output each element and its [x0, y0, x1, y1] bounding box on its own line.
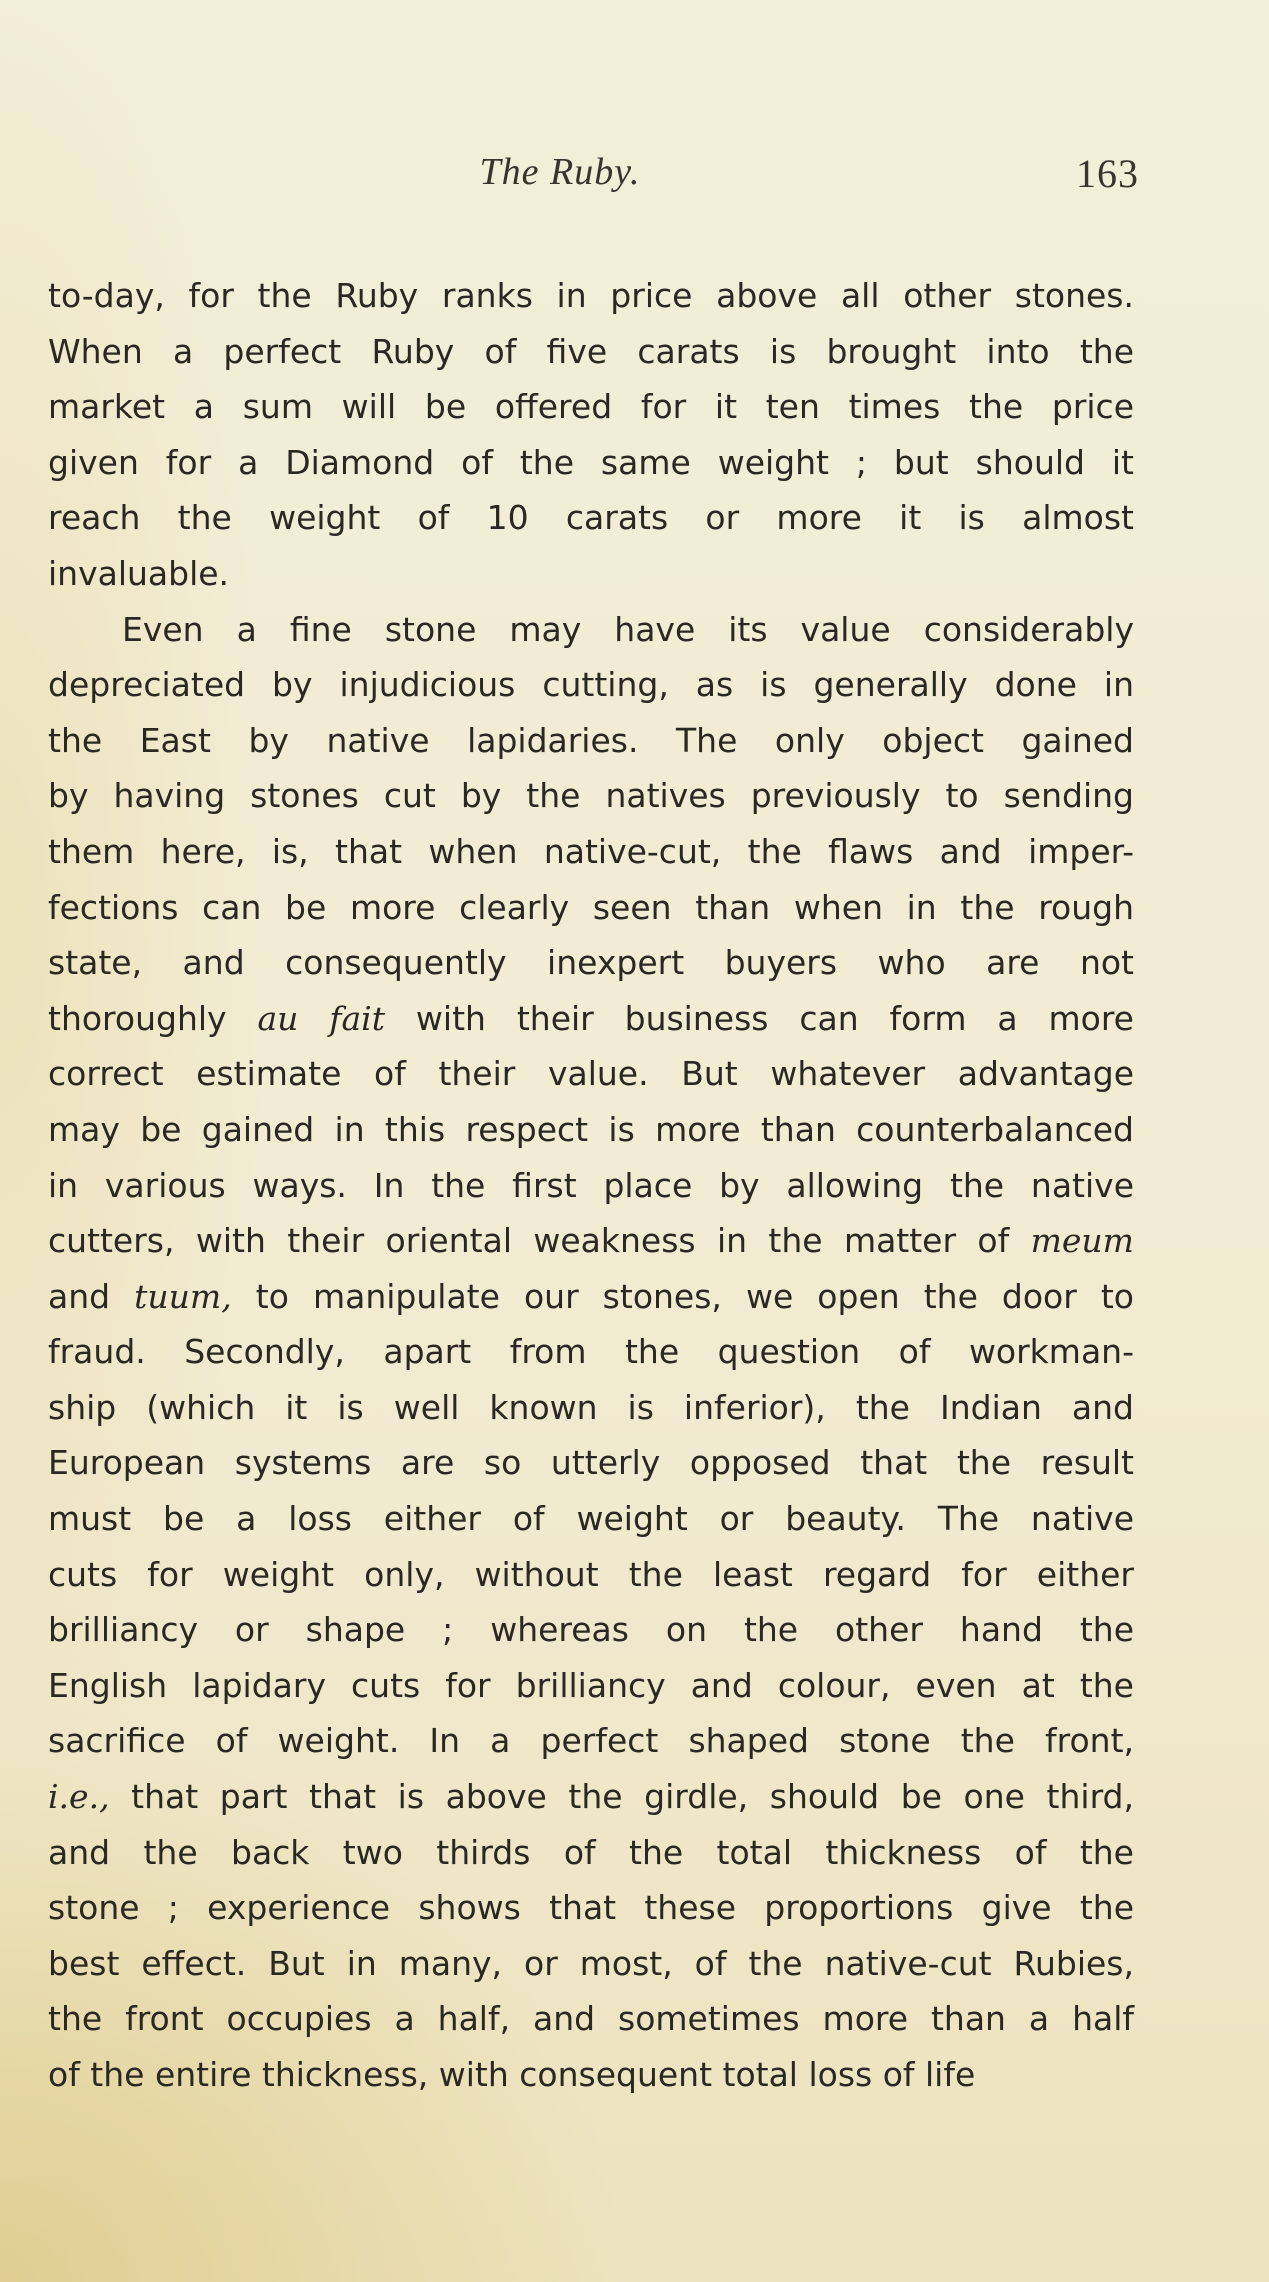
text-line: invaluable. [48, 553, 230, 593]
text-line: depreciated by injudicious cutting, as is generally done in [48, 665, 1134, 705]
text-fragment: and [48, 1276, 111, 1316]
running-head [0, 150, 1269, 210]
text-line [48, 991, 1134, 1047]
italic-phrase: meum [1030, 1221, 1134, 1261]
text-line: cuts for weight only, without the least regard for either [48, 1554, 1134, 1594]
text-line: fraud. Secondly, apart from the question of workman- [48, 1332, 1134, 1372]
text-fragment: cutters, with their oriental weakness in the matter of [48, 1221, 1010, 1261]
text-line: in various ways. In the first place by allowing the native [48, 1165, 1134, 1205]
text-line: must be a loss either of weight or beauty. The native [48, 1499, 1134, 1539]
text-line: and the back two thirds of the total thickness of the [48, 1832, 1134, 1872]
text-line: the front occupies a half, and sometimes more than a half [48, 1999, 1134, 2039]
text-line: European systems are so utterly opposed that the result [48, 1443, 1134, 1483]
text-line [48, 1269, 1134, 1325]
text-line: state, and consequently inexpert buyers who are not [48, 943, 1134, 983]
text-fragment: with their business can form a more [415, 998, 1134, 1038]
text-line: sacrifice of weight. In a perfect shaped stone the front, [48, 1721, 1134, 1761]
text-fragment: to manipulate our stones, we open the door to [255, 1276, 1134, 1316]
body-text [48, 268, 1134, 2103]
text-line: correct estimate of their value. But whatever advantage [48, 1054, 1134, 1094]
text-line: best effect. But in many, or most, of the native-cut Rubies, [48, 1943, 1134, 1983]
text-line: by having stones cut by the natives previously to sending [48, 776, 1134, 816]
page-number: 163 [1076, 151, 1139, 196]
text-line: English lapidary cuts for brilliancy and colour, even at the [48, 1665, 1134, 1705]
text-line: given for a Diamond of the same weight ; but should it [48, 442, 1134, 482]
text-fragment: thoroughly [48, 998, 227, 1038]
text-line: ship (which it is well known is inferior), the Indian and [48, 1387, 1134, 1427]
text-line: stone ; experience shows that these proportions give the [48, 1888, 1134, 1928]
text-line: of the entire thickness, with consequent total loss of life [48, 2055, 976, 2094]
text-line: fections can be more clearly seen than when in the rough [48, 887, 1134, 927]
text-line: them here, is, that when native-cut, the flaws and imper- [48, 831, 1134, 871]
text-line: may be gained in this respect is more than counterbalanced [48, 1109, 1134, 1149]
text-line: to-day, for the Ruby ranks in price above all other stones. [48, 276, 1134, 315]
text-line: the East by native lapidaries. The only object gained [48, 720, 1134, 760]
text-line [48, 1769, 1134, 1825]
running-title: The Ruby. [479, 151, 641, 193]
text-line [48, 1213, 1134, 1269]
text-line: brilliancy or shape ; whereas on the other hand the [48, 1610, 1134, 1650]
text-fragment: that part that is above the girdle, should be one third, [131, 1777, 1134, 1817]
italic-phrase: i.e., [48, 1777, 110, 1817]
text-line: reach the weight of 10 carats or more it is almost [48, 498, 1134, 538]
text-line: Even a fine stone may have its value considerably [122, 609, 1134, 649]
text-line: market a sum will be offered for it ten times the price [48, 387, 1134, 427]
italic-phrase: au fait [257, 998, 386, 1038]
italic-phrase: tuum, [134, 1276, 232, 1316]
text-line: When a perfect Ruby of five carats is brought into the [48, 331, 1134, 371]
